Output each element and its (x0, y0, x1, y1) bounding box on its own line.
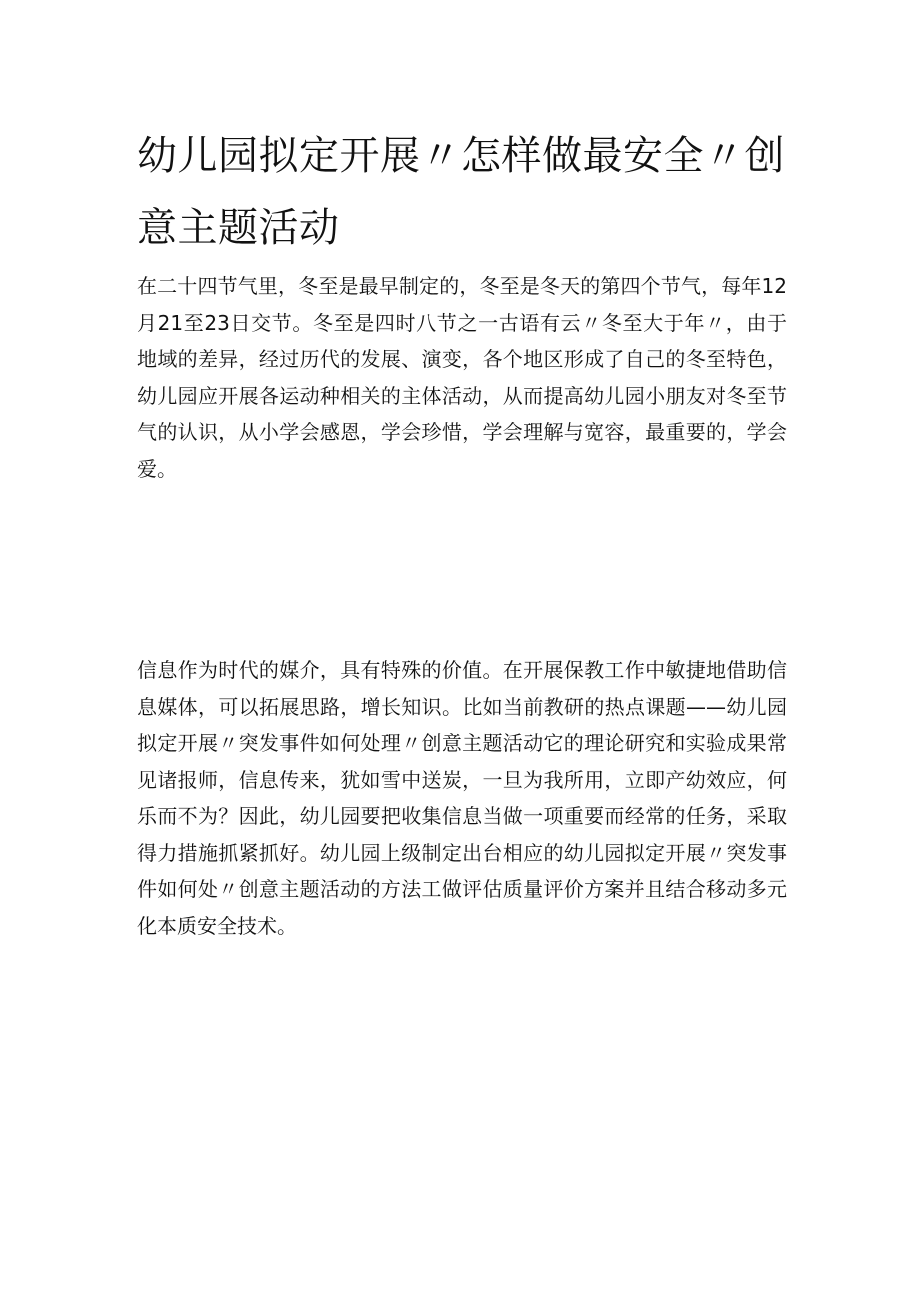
document-title: 幼儿园拟定开展〃怎样做最安全〃创意主题活动 (137, 133, 785, 251)
paragraph-solstice-intro: 在二十四节气里，冬至是最早制定的，冬至是冬天的第四个节气，每年12月21至23日交节。冬至是四时八节之一古语有云〃冬至大于年〃，由于地域的差异，经过历代的发展、演变，各个地区形成了自己的冬至特色，幼儿园应开展各运动种相关的主体活动，从而提高幼儿园小朋友对冬至节气的认识，从小学会感恩，学会珍惜，学会理解与宽容，最重要的，学会爱。 (137, 274, 787, 481)
paragraph-information-media: 信息作为时代的媒介，具有特殊的价值。在开展保教工作中敏捷地借助信息媒体，可以拓展思路，增长知识。比如当前教研的热点课题——幼儿园拟定开展〃突发事件如何处理〃创意主题活动它的理论研究和实验成果常见诸报师，信息传来，犹如雪中送炭，一旦为我所用，立即产幼效应，何乐而不为？因此，幼儿园要把收集信息当做一项重要而经常的任务，采取得力措施抓紧抓好。幼儿园上级制定出台相应的幼儿园拟定开展〃突发事件如何处〃创意主题活动的方法工做评估质量评价方案并且结合移动多元化本质安全技术。 (137, 658, 787, 938)
